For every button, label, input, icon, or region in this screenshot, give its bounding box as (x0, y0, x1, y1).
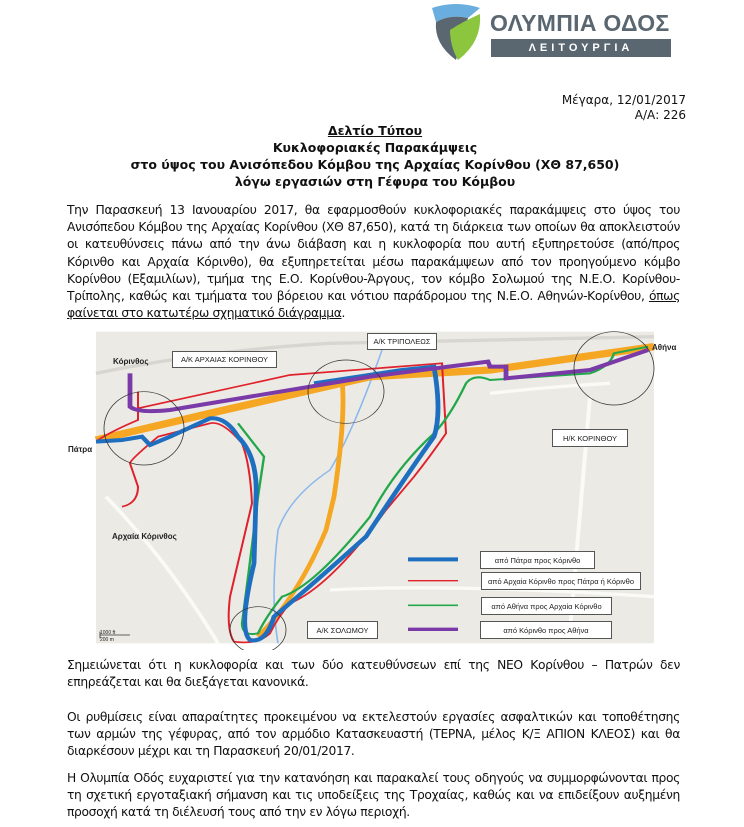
place-date: Μέγαρα, 12/01/2017 (561, 93, 686, 107)
label-archaia-korinthos: Αρχαία Κόρινθος (112, 532, 177, 541)
scale-m: 200 m (100, 637, 114, 643)
label-patra: Πάτρα (68, 445, 93, 454)
paragraph-2: Σημειώνεται ότι η κυκλοφορία και των δύο κατευθύνσεων επί της ΝΕΟ Κορίνθου – Πατρών δεν επηρεάζεται και θα διεξάγεται κανονικά. (67, 658, 680, 690)
box-ak-solomou: Α/Κ ΣΟΛΩΜΟΥ (307, 621, 378, 639)
logo-name: ΟΛΥΜΠΙΑ ΟΔΟΣ (490, 10, 670, 36)
box-ak-archaias: Α/Κ ΑΡΧΑΙΑΣ ΚΟΡΙΝΘΟΥ (172, 351, 277, 368)
date-block (562, 93, 686, 123)
title-line-1: Κυκλοφοριακές Παρακάμψεις (272, 140, 478, 155)
doc-type: Δελτίο Τύπου (327, 123, 423, 138)
logo-shield-icon (428, 2, 488, 64)
title-line-2: στο ύψος του Ανισόπεδου Κόμβου της Αρχαίας Κορίνθου (ΧΘ 87,650) (130, 157, 620, 172)
legend-item-green: από Αθήνα προς Αρχαία Κόρινθο (481, 597, 612, 615)
box-ak-tripoleos: Α/Κ ΤΡΙΠΟΛΕΩΣ (367, 333, 437, 350)
paragraph-4: Η Ολυμπία Οδός ευχαριστεί για την κατανόηση και παρακαλεί τους οδηγούς να συμμορφώνονται προς τη σχετική εργοταξιακή σήμανση και τις υποδείξεις της Τροχαίας, καθώς και να επιδείξουν αυξημένη προσοχή κατά τη διέλευσή τους από την εν λόγω περιοχή. (67, 771, 680, 820)
paragraph-1-end: . (341, 306, 346, 321)
document-title (60, 122, 690, 190)
legend-item-purple: από Κόρινθο προς Αθήνα (480, 621, 612, 639)
olympia-odos-logo (428, 2, 678, 64)
title-line-3: λόγω εργασιών στη Γέφυρα του Κόμβου (234, 174, 516, 189)
detour-map (90, 330, 710, 650)
legend-item-red: από Αρχαία Κόρινθο προς Πάτρα ή Κόρινθο (481, 572, 641, 590)
paragraph-1-text: Την Παρασκευή 13 Ιανουαρίου 2017, θα εφαρμοσθούν κυκλοφοριακές παρακάμψεις στο ύψος του Ανισόπεδου Κόμβου της Αρχαίας Κορίνθου (ΧΘ 87,650), κατά τη διάρκεια των οποίων θα αποκλειστούν οι κατευθύνσεις πάνω από την άνω διάβαση και η κυκλοφορία που αυτή εξυπηρετούσε (από/προς Κόρινθο και Αρχαία Κόρινθο), θα εξυπηρετείται μέσω παρακάμψεων από τον προηγούμενο κόμβο Κορίνθου (Εξαμιλίων), τμήμα της Ε.Ο. Κορίνθου-Άργους, τον κόμβο Σολωμού της Ν.Ε.Ο. Κορίνθου-Τρίπολης, καθώς και τμήματα του βόρειου και νότιου παράδρομου της Ν.Ε.Ο. Αθηνών-Κορίνθου, (67, 203, 680, 304)
paragraph-1 (67, 202, 680, 322)
diagram-reference: όπως φαίνεται στο κατωτέρω σχηματικό διάγραμμα (67, 289, 680, 321)
label-athina: Αθήνα (652, 343, 677, 352)
label-korinthos: Κόρινθος (113, 357, 149, 366)
reference-number: Α/Α: 226 (634, 108, 686, 122)
legend-item-blue: από Πάτρα προς Κόρινθο (480, 551, 595, 569)
paragraph-3: Οι ρυθμίσεις είναι απαραίτητες προκειμένου να εκτελεστούν εργασίες ασφαλτικών και τοποθέτησης των αρμών της γέφυρας, από τον αρμόδιο Κατασκευαστή (ΤΕΡΝΑ, μέλος Κ/Ξ ΑΠΙΟΝ ΚΛΕΟΣ) και θα διαρκέσουν μέχρι και τη Παρασκευή 20/01/2017. (67, 710, 680, 759)
logo-subtitle: ΛΕΙΤΟΥΡΓΙΑ (491, 39, 671, 57)
box-ik-korinthou: Η/Κ ΚΟΡΙΝΘΟΥ (552, 429, 628, 447)
scale-ft: 1000 ft (100, 630, 116, 636)
